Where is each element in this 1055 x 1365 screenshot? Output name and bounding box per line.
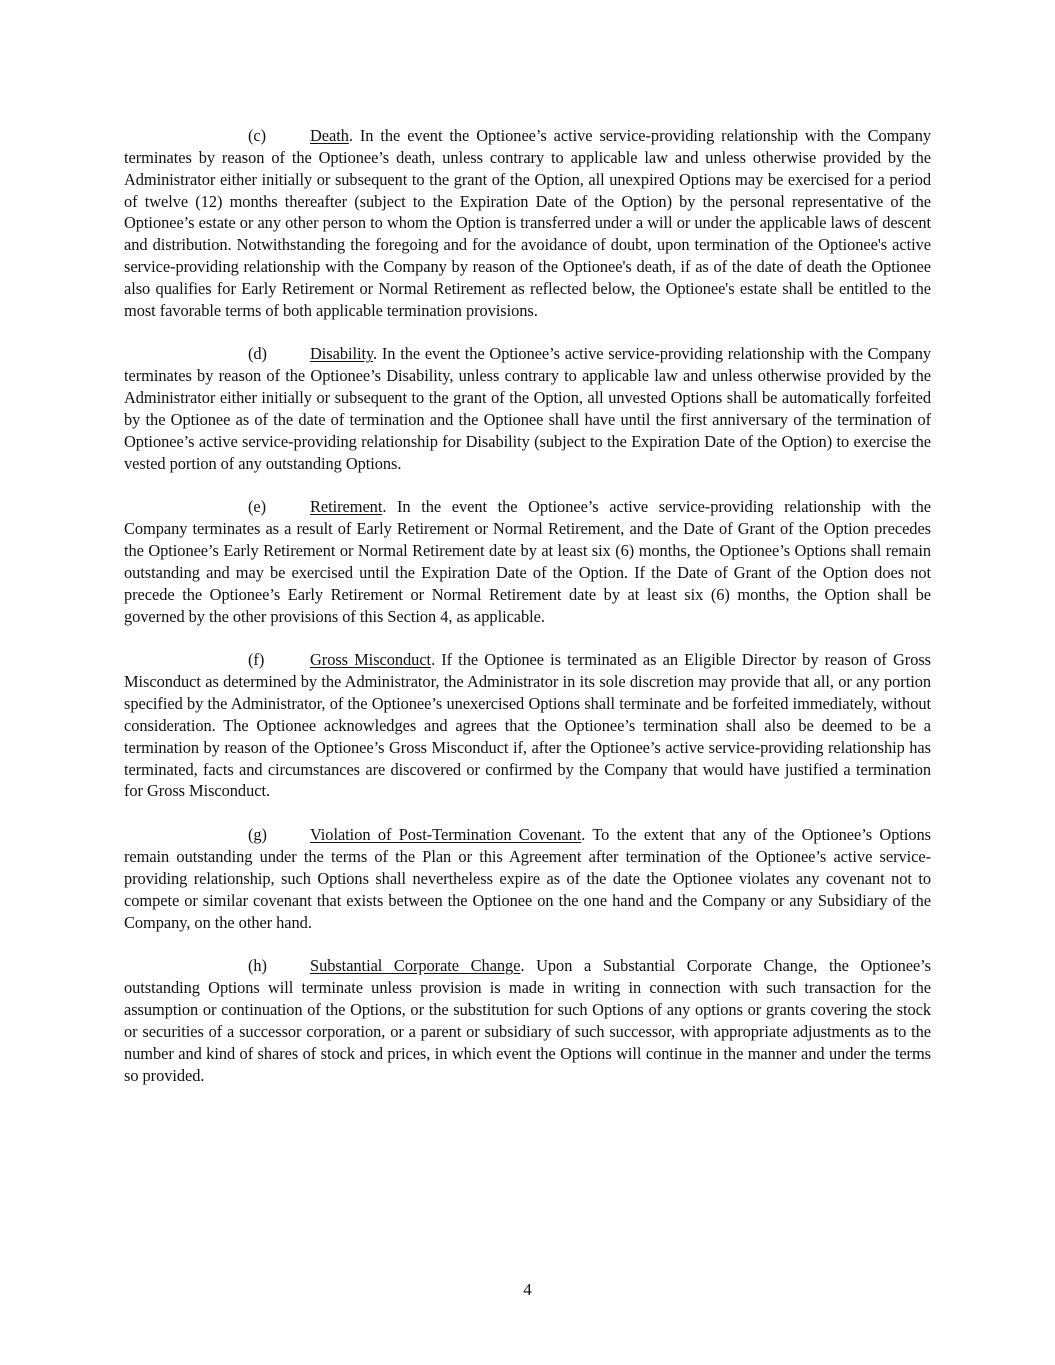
paragraph-heading: Death — [310, 126, 349, 145]
paragraph-number: (c) — [248, 126, 267, 145]
paragraph-number: (e) — [248, 497, 267, 517]
paragraph-number: (f) — [248, 650, 265, 670]
paragraph-number: (g) — [248, 825, 267, 845]
paragraph-f-gross-misconduct — [124, 649, 931, 802]
paragraph-g-violation — [124, 824, 931, 933]
paragraph-d-disability — [124, 343, 931, 474]
paragraph-text: . Upon a Substantial Corporate Change, the Optionee’s outstanding Options will terminate unless provision is made in writing in connection with such transaction for the assumption or continuation of the Options, or the substitution for such Options of any options or grants covering the stock or securities of a successor corporation, or a parent or subsidiary of such successor, with appropriate adjustments as to the number and kind of shares of stock and prices, in which event the Options will continue in the manner and under the terms so provided. — [124, 956, 931, 1085]
paragraph-heading: Substantial Corporate Change — [310, 956, 521, 976]
paragraph-text: . In the event the Optionee’s active service-providing relationship with the Company terminates by reason of the Optionee’s Disability, unless contrary to applicable law and unless otherwise provided by the Administrator either initially or subsequent to the grant of the Option, all unvested Options shall be automatically forfeited by the Optionee as of the date of termination and the Optionee shall have until the first anniversary of the termination of Optionee’s active service-providing relationship for Disability (subject to the Expiration Date of the Option) to exercise the vested portion of any outstanding Options. — [124, 344, 931, 473]
paragraph-number: (h) — [248, 956, 267, 976]
page-number: 4 — [523, 1280, 532, 1299]
paragraph-text: . To the extent that any of the Optionee’s Options remain outstanding under the terms of the Plan or this Agreement after termination of the Optionee’s active service-providing relationship, such Options shall nevertheless expire as of the date the Optionee violates any covenant not to compete or similar covenant that exists between the Optionee on the one hand and the Company or any Subsidiary of the Company, on the other hand. — [124, 825, 931, 932]
paragraph-e-retirement — [124, 496, 931, 627]
paragraph-text: . In the event the Optionee’s active service-providing relationship with the Company terminates by reason of the Optionee’s death, unless contrary to applicable law and unless otherwise provided by the Administrator either initially or subsequent to the grant of the Option, all unexpired Options may be exercised for a period of twelve (12) months thereafter (subject to the Expiration Date of the Option) by the personal representative of the Optionee’s estate or any other person to whom the Option is transferred under a will or under the applicable laws of descent and distribution. Notwithstanding the foregoing and for the avoidance of doubt, upon termination of the Optionee's active service-providing relationship with the Company by reason of the Optionee's death, if as of the date of death the Optionee also qualifies for Early Retirement or Normal Retirement as reflected below, the Optionee's estate shall be entitled to the most favorable terms of both applicable termination provisions. — [124, 126, 931, 320]
paragraph-text: . If the Optionee is terminated as an Eligible Director by reason of Gross Misconduct as determined by the Administrator, the Administrator in its sole discretion may provide that all, or any portion specified by the Administrator, of the Optionee’s unexercised Options shall terminate and be forfeited immediately, without consideration. The Optionee acknowledges and agrees that the Optionee’s termination shall also be deemed to be a termination by reason of the Optionee’s Gross Misconduct if, after the Optionee’s active service-providing relationship has terminated, facts and circumstances are discovered or confirmed by the Company that would have justified a termination for Gross Misconduct. — [124, 650, 931, 801]
paragraph-heading: Violation of Post-Termination Covenant — [310, 825, 582, 845]
paragraph-heading: Disability — [310, 344, 374, 364]
paragraph-h-substantial-change — [124, 955, 931, 1086]
paragraph-heading: Retirement — [310, 497, 383, 517]
paragraph-number: (d) — [248, 344, 267, 364]
paragraph-c-death — [124, 125, 931, 322]
paragraph-heading: Gross Misconduct — [310, 650, 432, 670]
paragraph-text: . In the event the Optionee’s active service-providing relationship with the Company terminates as a result of Early Retirement or Normal Retirement, and the Date of Grant of the Option precedes the Optionee’s Early Retirement or Normal Retirement date by at least six (6) months, the Optionee’s Options shall remain outstanding and may be exercised until the Expiration Date of the Option. If the Date of Grant of the Option does not precede the Optionee’s Early Retirement or Normal Retirement date by at least six (6) months, the Option shall be governed by the other provisions of this Section 4, as applicable. — [124, 497, 931, 626]
document-body — [124, 125, 931, 1108]
